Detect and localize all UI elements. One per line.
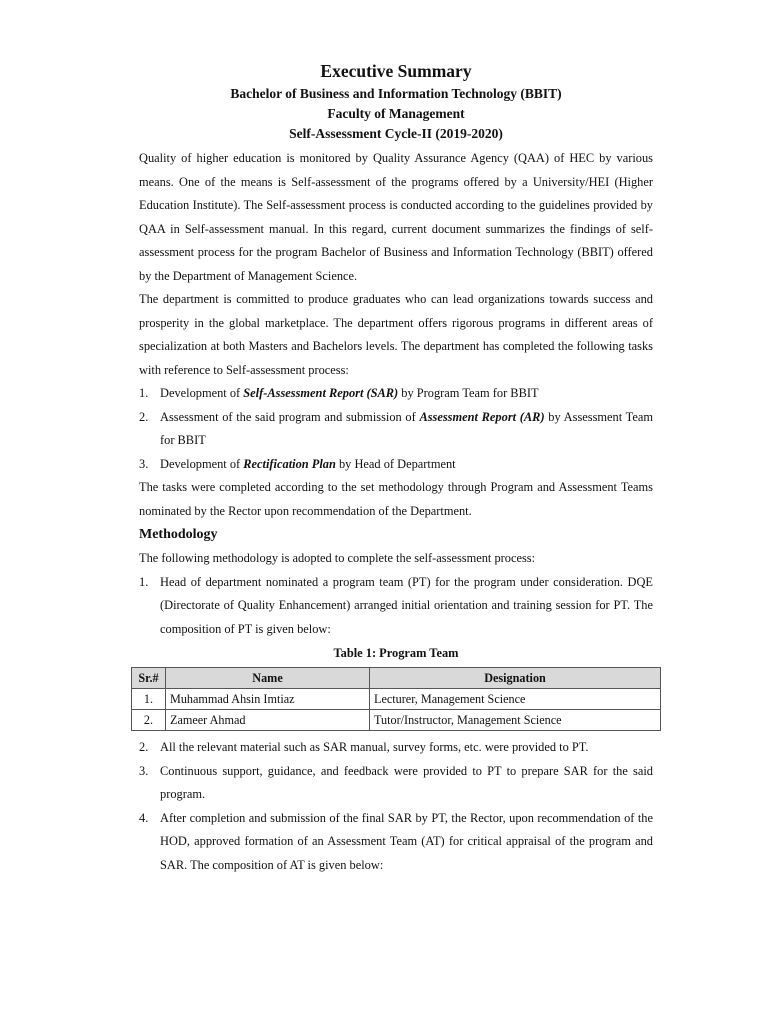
cell-serial: 2. <box>132 710 166 731</box>
methodology-step <box>139 736 653 760</box>
methodology-intro: The following methodology is adopted to complete the self-assessment process: <box>139 551 536 565</box>
cell-name: Muhammad Ahsin Imtiaz <box>166 689 370 710</box>
step-number: 1. <box>139 574 149 589</box>
methodology-step <box>139 760 653 807</box>
methodology-step <box>139 807 653 878</box>
cell-designation: Lecturer, Management Science <box>370 689 661 710</box>
task-text: by Program Team for BBIT <box>398 386 539 400</box>
table-header-row <box>132 668 661 689</box>
table-row <box>132 710 661 731</box>
task-text: Assessment of the said program and submission of <box>160 409 420 424</box>
step-number: 4. <box>139 810 149 825</box>
task-item <box>139 453 653 477</box>
task-list <box>139 382 653 476</box>
tasks-note: The tasks were completed according to the set methodology through Program and Assessment Teams nominated by the Rector upon recommendation of the Department. <box>139 480 653 518</box>
task-emphasis: Rectification Plan <box>243 456 336 471</box>
step-text: After completion and submission of the final SAR by PT, the Rector, upon recommendation of the HOD, approved formation of an Assessment Team (AT) for critical appraisal of the program and SAR. The composition of AT is given below: <box>160 810 653 872</box>
step-text: Continuous support, guidance, and feedback were provided to PT to prepare SAR for the said program. <box>160 763 653 801</box>
cell-designation: Tutor/Instructor, Management Science <box>370 710 661 731</box>
step-number: 3. <box>139 763 149 778</box>
faculty-name: Faculty of Management <box>327 106 465 121</box>
document-title: Executive Summary <box>320 61 472 81</box>
task-text: by Head of Department <box>335 456 456 471</box>
task-number: 1. <box>139 386 149 400</box>
task-text: by Assessment Team for BBIT <box>160 409 653 447</box>
assessment-cycle: Self-Assessment Cycle-II (2019-2020) <box>289 126 503 141</box>
task-number: 3. <box>139 456 149 471</box>
department-paragraph: The department is committed to produce graduates who can lead organizations towards success and prosperity in the global marketplace. The department offers rigorous programs in different areas of specialization at both Masters and Bachelors levels. The department has completed the following tasks with reference to Self-assessment process: <box>139 292 653 377</box>
task-item <box>139 406 653 453</box>
methodology-heading: Methodology <box>139 527 218 542</box>
program-name: Bachelor of Business and Information Technology (BBIT) <box>230 86 562 101</box>
cell-name: Zameer Ahmad <box>166 710 370 731</box>
column-header-serial: Sr.# <box>132 668 166 689</box>
task-emphasis: Assessment Report (AR) <box>419 409 545 424</box>
table-row <box>132 689 661 710</box>
document-page <box>139 58 653 877</box>
table-caption: Table 1: Program Team <box>333 646 459 660</box>
cell-serial: 1. <box>132 689 166 710</box>
step-number: 2. <box>139 740 149 754</box>
step-text: Head of department nominated a program team (PT) for the program under consideration. DQE (Directorate of Quality Enhancement) arranged initial orientation and training session for PT. The composition of PT is given below: <box>160 574 653 636</box>
methodology-step <box>139 571 653 642</box>
task-number: 2. <box>139 409 149 424</box>
program-team-table <box>131 667 661 731</box>
step-text: All the relevant material such as SAR manual, survey forms, etc. were provided to PT. <box>160 740 589 754</box>
intro-paragraph: Quality of higher education is monitored by Quality Assurance Agency (QAA) of HEC by various means. One of the means is Self-assessment of the programs offered by a University/HEI (Higher Education Institute). The Self-assessment process is conducted according to the guidelines provided by QAA in Self-assessment manual. In this regard, current document summarizes the findings of self-assessment process for the program Bachelor of Business and Information Technology (BBIT) offered by the Department of Management Science. <box>139 151 653 283</box>
methodology-list <box>139 571 653 642</box>
methodology-list-continued <box>139 736 653 877</box>
column-header-name: Name <box>166 668 370 689</box>
task-text: Development of <box>160 386 244 400</box>
column-header-designation: Designation <box>370 668 661 689</box>
task-item <box>139 382 653 406</box>
task-emphasis: Self-Assessment Report (SAR) <box>243 386 399 400</box>
task-text: Development of <box>160 456 244 471</box>
